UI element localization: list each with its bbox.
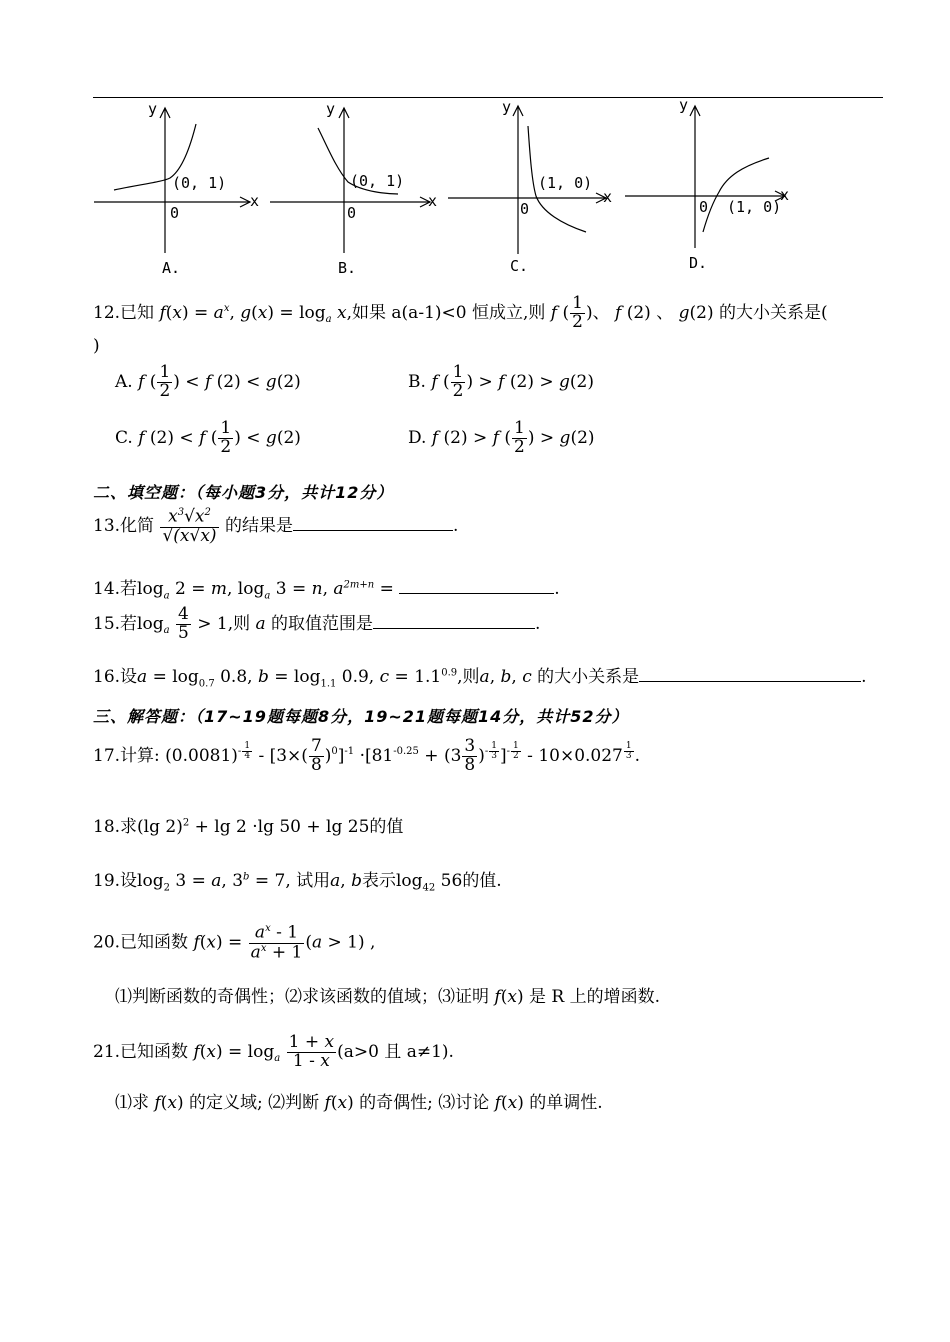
q21-sub: ⑴求 f(x) 的定义域; ⑵判断 f(x) 的奇偶性; ⑶讨论 f(x) 的单调性. xyxy=(115,1093,603,1113)
q17-line: 17.计算: $(0.0081)^{- \frac{1}{4}}$ - [3×( $\frac{7}{8}$ )$^0]^{-1} \cdot[81^{-0.25} + (3$ $\frac{3}{8}$ )$^{- \frac{1}{3}}$ ]$^{- \frac{1}{2}}$ - 10×0.027 $^{\frac{1}{3}}$ . xyxy=(93,736,641,775)
graph-b-x-axis: x xyxy=(428,192,438,210)
q12-option-b: B. f ( $\frac{1}{2}$ ) > f (2) > g(2) xyxy=(408,362,594,401)
section2-title: 二、填空题：（每小题3分，共计12分） xyxy=(93,483,394,502)
graph-a-x-axis: x xyxy=(250,192,260,210)
graph-d xyxy=(623,96,798,276)
q12-num: 12.已知 xyxy=(93,302,155,323)
section3-title: 三、解答题：（17~19题每题8分，19~21题每题14分，共计52分） xyxy=(93,707,629,726)
q20-sub: ⑴判断函数的奇偶性；⑵求该函数的值域；⑶证明 f(x) 是 R 上的增函数. xyxy=(115,987,660,1007)
graph-d-x-axis: x xyxy=(780,186,790,204)
graph-a-origin: 0 xyxy=(170,204,180,222)
graph-c xyxy=(446,96,616,276)
q18-line: 18.求(lg 2)$^2$ + lg 2 ·lg 50 + lg 25的值 xyxy=(93,817,404,837)
q21-line: 21.已知函数 $f(x) = \log_a$ $\frac{1 + x}{1 - x}$ (a>0 且 a≠1). xyxy=(93,1032,454,1071)
q15-line: 15.若$\log_a$ $\frac{4}{5}$ > 1,则 a 的取值范围是 . xyxy=(93,604,541,643)
q13-line: 13.化简 $\frac{x^3√x^2}{√(x√x)}$ 的结果是 . xyxy=(93,506,459,546)
graph-a xyxy=(90,98,260,278)
q12-option-c: C. f (2) < f ( $\frac{1}{2}$ ) < g(2) xyxy=(115,418,301,457)
graph-a-label: A. xyxy=(162,259,181,277)
graph-b-label: B. xyxy=(338,259,357,277)
graph-d-origin: 0 xyxy=(699,198,709,216)
q12-option-d: D. f (2) > f ( $\frac{1}{2}$ ) > g(2) xyxy=(408,418,595,457)
graph-c-point: (1, 0) xyxy=(538,174,593,192)
graph-b-point: (0, 1) xyxy=(350,172,405,190)
graph-c-x-axis: x xyxy=(603,188,613,206)
q20-line: 20.已知函数 f(x) = $\frac{a^x - 1}{a^x + 1}$ (a > 1) , xyxy=(93,922,376,963)
graph-b-origin: 0 xyxy=(347,204,357,222)
q16-line: 16.设$a = \log_{0.7} 0.8$, $b = \log_{1.1} 0.9$, $c = 1.1^{0.9}$,则a, b, c 的大小关系是 . xyxy=(93,667,867,690)
graph-a-point: (0, 1) xyxy=(172,174,227,192)
graph-a-y-axis: y xyxy=(148,100,158,118)
graph-d-point: (1, 0) xyxy=(727,198,782,216)
graph-b-y-axis: y xyxy=(326,100,336,118)
q12-line: 12.已知 $f(x) = a^x$, $g(x) = \log_a x$,如果 a(a-1)<0 恒成立,则 f ( $\frac{1}{2}$ )、 f (2) 、 g(2) 的大小关系是( xyxy=(93,293,828,332)
q12-text2: 的大小关系是( xyxy=(718,302,828,323)
graph-d-y-axis: y xyxy=(679,96,689,114)
q14-line: 14.若$\log_a 2 = m$, $\log_a 3 = n$, $a^{2m+n}$ = . xyxy=(93,579,560,602)
q12-text1: ,如果 a(a-1)<0 恒成立,则 xyxy=(346,302,546,323)
q12-paren-close: ) xyxy=(93,336,100,356)
graph-d-label: D. xyxy=(689,254,708,272)
q19-line: 19.设$\log_2 3 = a$, $3^b = 7$, 试用a, b表示$\log_{42} 56$的值. xyxy=(93,871,502,894)
graph-b xyxy=(268,98,438,278)
graph-c-label: C. xyxy=(510,257,529,275)
graph-c-origin: 0 xyxy=(520,200,530,218)
q12-option-a: A. f ( $\frac{1}{2}$ ) < f (2) < g(2) xyxy=(115,362,301,401)
graph-c-y-axis: y xyxy=(502,98,512,116)
